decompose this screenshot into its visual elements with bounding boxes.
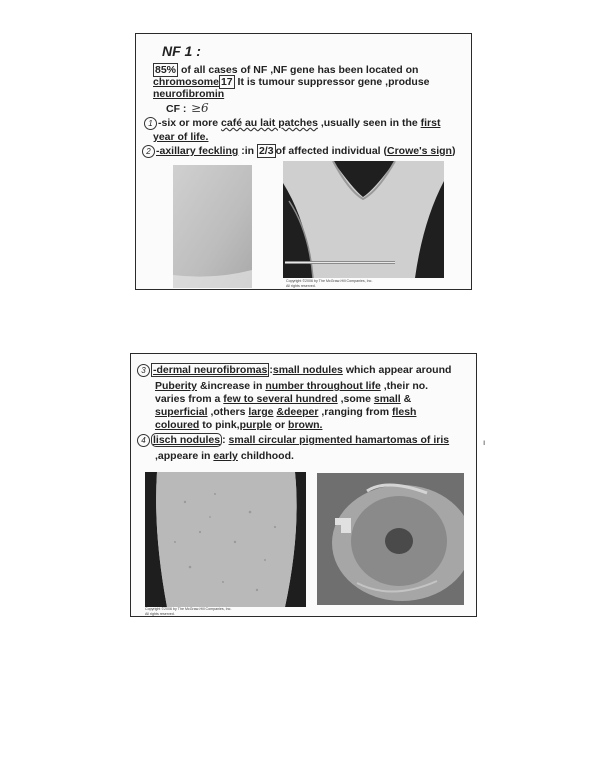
lisch-nodules-term: lisch nodules [153,434,221,446]
text-line-3: neurofibromin [153,88,225,100]
list-item-1-cont: year of life. [153,131,209,143]
dermal-neurofibromas-term: -dermal neurofibromas [153,364,268,376]
circled-number-2: 2 [142,145,155,158]
photo-skin-closeup [173,165,252,288]
boxed-fraction: 2/3 [258,145,274,157]
text-line-4: superficial ,others large &deeper ,ranging from flesh [155,406,417,418]
cf-label: CF : [166,103,187,115]
text-line-2: Puberity &increase in number throughout life ,their no. [155,380,429,392]
circled-number-1: 1 [144,117,157,130]
list-item-3: 3 -dermal neurofibromas :small nodules which appear around [137,364,451,377]
boxed-percentage: 85% [155,64,177,76]
slide-nf1-overview [135,33,472,290]
slide-nf1-features [130,353,477,617]
text-line-7: ,appeare in early childhood. [155,450,294,462]
boxed-chromosome-number: 17 [220,76,233,88]
list-item-2: 2 -axillary feckling :in 2/3 of affected individual (Crowe's sign) [142,145,455,158]
margin-mark: ı [483,438,486,447]
copyright-caption: Copyright ©2006 by The McGraw-Hill Companies, Inc. All rights reserved. [286,279,373,288]
handwritten-annotation: ≥6 [191,101,209,115]
cafe-au-lait-term: café au lait patches [221,117,318,129]
text-line-5: coloured to pink,purple or brown. [155,419,323,431]
photo-iris-lisch-nodules [317,473,464,605]
circled-number-3: 3 [137,364,150,377]
slide-title: NF 1 : [162,43,201,59]
list-item-4: 4 lisch nodules : small circular pigmented hamartomas of iris [137,434,449,447]
text-line-3: varies from a few to several hundred ,some small & [155,393,412,405]
circled-number-4: 4 [137,434,150,447]
text-line-1: 85% of all cases of NF ,NF gene has been located on [155,64,419,76]
photo-axilla [283,161,444,278]
list-item-1: 1 -six or more café au lait patches ,usually seen in the first [144,117,440,130]
crowes-sign-term: Crowe's sign [387,145,452,157]
photo-back-neurofibromas [145,472,306,607]
copyright-caption: Copyright ©2006 by The McGraw-Hill Companies, Inc. All rights reserved. [145,607,232,616]
text-line-2: chromosome 17 It is tumour suppressor gene ,produse [153,76,430,88]
